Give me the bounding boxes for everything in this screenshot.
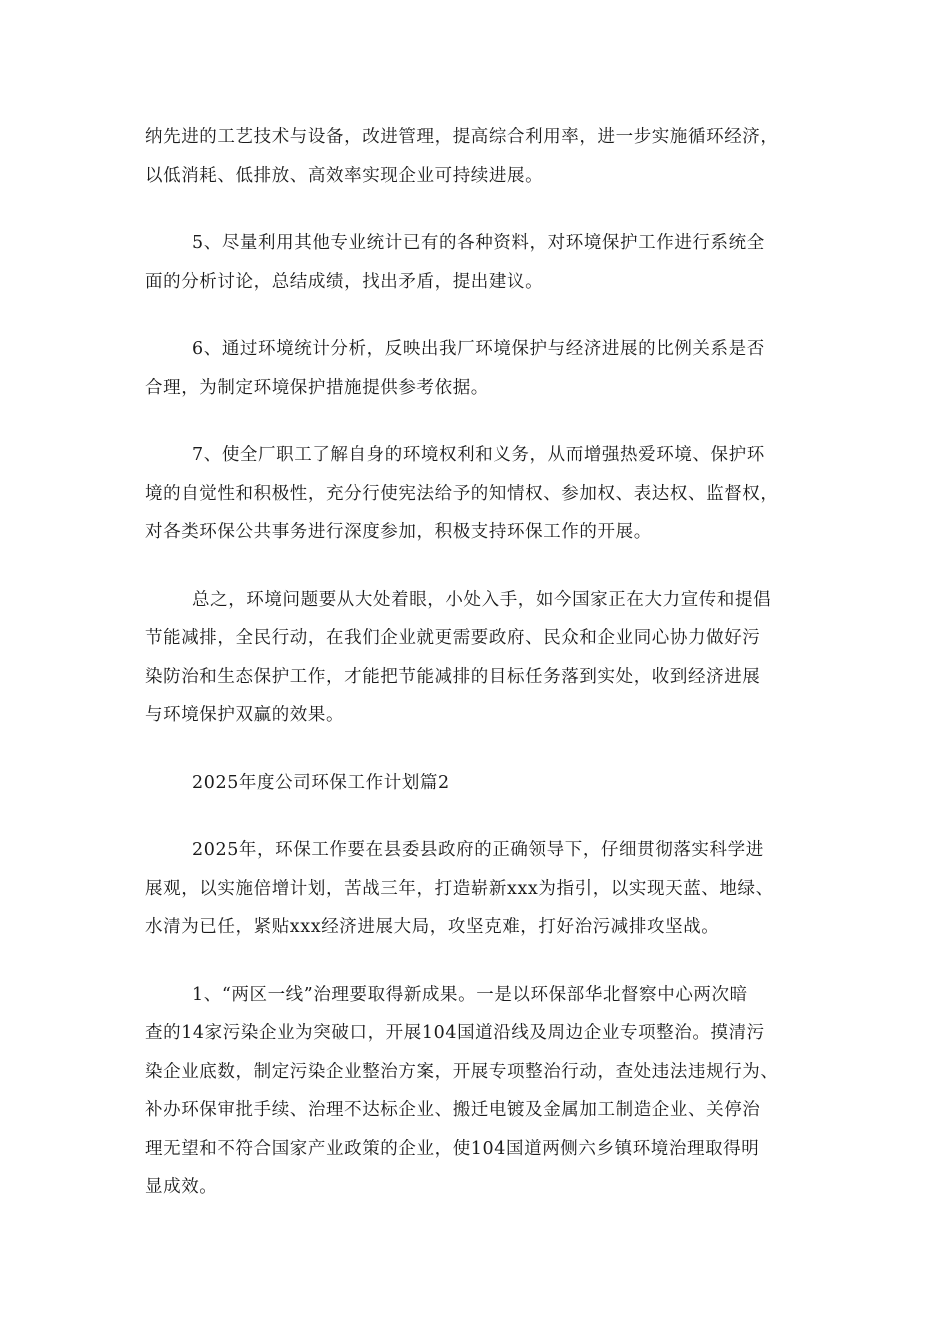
text-line: 与环境保护双赢的效果。 [145, 705, 345, 725]
text-line: 染企业底数，制定污染企业整治方案，开展专项整治行动，查处违法违规行为、 [145, 1061, 779, 1082]
text-line: 6、通过环境统计分析，反映出我厂环境保护与经济进展的比例关系是否 [192, 339, 765, 359]
section-heading [145, 764, 810, 803]
text-line: 合理，为制定环境保护措施提供参考依据。 [145, 377, 489, 398]
text-line: 理无望和不符合国家产业政策的企业，使104国道两侧六乡镇环境治理取得明 [145, 1138, 760, 1159]
text-line: 7、使全厂职工了解自身的环境权利和义务，从而增强热爱环境、保护环 [192, 445, 765, 465]
text-line: 展观，以实施倍增计划，苦战三年，打造崭新xxx为指引，以实现天蓝、地绿、 [145, 878, 774, 899]
paragraph-summary [145, 581, 810, 735]
paragraph-intro [145, 831, 810, 947]
text-line: 对各类环保公共事务进行深度参加，积极支持环保工作的开展。 [145, 522, 652, 542]
document-body [145, 118, 810, 1207]
text-line: 显成效。 [145, 1177, 218, 1197]
text-line: 总之，环境问题要从大处着眼，小处入手，如今国家正在大力宣传和提倡 [192, 589, 772, 610]
text-line: 查的14家污染企业为突破口，开展104国道沿线及周边企业专项整治。摸清污 [145, 1023, 765, 1043]
text-line: 补办环保审批手续、治理不达标企业、搬迁电镀及金属加工制造企业、关停治 [145, 1100, 761, 1120]
section-heading-text: 2025年度公司环保工作计划篇2 [192, 772, 450, 793]
paragraph-item-6 [145, 330, 810, 407]
text-line: 水清为已任，紧贴xxx经济进展大局，攻坚克难，打好治污减排攻坚战。 [145, 917, 720, 937]
text-line: 节能减排，全民行动，在我们企业就更需要政府、民众和企业同心协力做好污 [145, 628, 761, 648]
paragraph-item-1 [145, 976, 810, 1207]
text-line: 纳先进的工艺技术与设备，改进管理，提高综合利用率，进一步实施循环经济， [145, 127, 779, 147]
text-line: 1、“两区一线”治理要取得新成果。一是以环保部华北督察中心两次暗 [192, 984, 748, 1005]
text-line: 染防治和生态保护工作，才能把节能减排的目标任务落到实处，收到经济进展 [145, 666, 761, 687]
paragraph-item-5 [145, 224, 810, 301]
text-line: 面的分析讨论，总结成绩，找出矛盾，提出建议。 [145, 271, 544, 292]
text-line: 以低消耗、低排放、高效率实现企业可持续进展。 [145, 165, 544, 186]
paragraph-item-7 [145, 436, 810, 552]
text-line: 5、尽量利用其他专业统计已有的各种资料，对环境保护工作进行系统全 [192, 233, 765, 253]
paragraph-continuation [145, 118, 810, 195]
text-line: 2025年，环保工作要在县委县政府的正确领导下，仔细贯彻落实科学进 [192, 840, 764, 860]
text-line: 境的自觉性和积极性，充分行使宪法给予的知情权、参加权、表达权、监督权， [145, 483, 779, 504]
